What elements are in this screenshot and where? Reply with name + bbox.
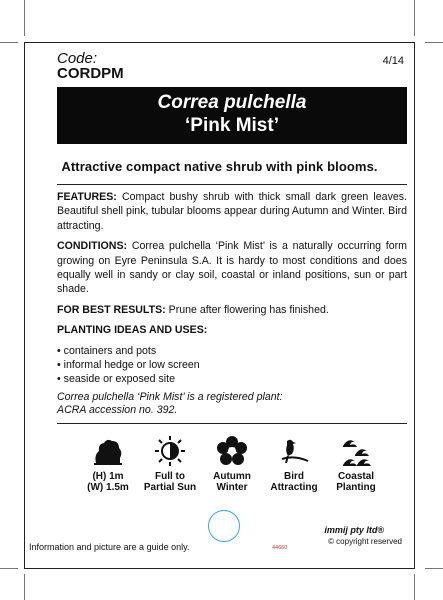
icon-label-line: Planting	[336, 482, 376, 493]
list-item: • informal hedge or low screen	[57, 358, 407, 372]
attribute-icons	[77, 435, 387, 495]
icon-label-line: (H) 1m	[92, 471, 124, 482]
tagline: Attractive compact native shrub with pink blooms.	[61, 159, 378, 174]
copyright-notice: © copyright reserved	[328, 537, 402, 546]
barcode-number: 44660	[272, 545, 288, 551]
crop-mark	[0, 42, 18, 43]
sun-icon	[154, 435, 186, 467]
icon-label-line: Attracting	[270, 482, 318, 493]
title-banner	[57, 87, 407, 144]
divider	[57, 184, 407, 185]
icon-label-line: Winter	[216, 482, 248, 493]
crop-mark	[0, 568, 18, 569]
icon-shrub-cell	[77, 435, 139, 493]
seal-circle	[208, 510, 240, 542]
icon-label-line: Partial Sun	[143, 482, 197, 493]
best-results-label: FOR BEST RESULTS:	[57, 303, 166, 316]
icon-label	[263, 471, 325, 493]
icon-label-line: Coastal	[337, 471, 375, 482]
crop-mark	[414, 574, 415, 600]
print-date: 4/14	[382, 55, 404, 67]
icon-bird-cell	[263, 435, 325, 493]
crop-mark	[425, 42, 443, 43]
icon-label-line: Full to	[155, 471, 185, 482]
conditions-paragraph	[57, 239, 407, 297]
waves-icon	[340, 435, 372, 467]
botanical-name: Correa pulchella	[157, 92, 307, 113]
icon-label	[325, 471, 387, 493]
conditions-label: CONDITIONS:	[57, 240, 128, 253]
seed-label-card	[24, 42, 415, 569]
best-results-paragraph	[57, 303, 407, 317]
icon-waves-cell	[325, 435, 387, 493]
list-item: • seaside or exposed site	[57, 372, 407, 386]
best-results-text: Prune after flowering has finished.	[165, 303, 329, 316]
crop-mark	[425, 568, 443, 569]
divider	[57, 423, 407, 424]
crop-mark	[24, 0, 25, 36]
product-code: CORDPM	[57, 65, 124, 82]
icon-label	[139, 471, 201, 493]
features-label: FEATURES:	[57, 191, 117, 203]
code-label: Code:	[57, 50, 98, 67]
features-paragraph	[57, 190, 407, 233]
registration-note	[57, 391, 407, 417]
shrub-icon	[92, 435, 124, 467]
icon-label-line: (W) 1.5m	[87, 482, 129, 493]
note-line: Correa pulchella ‘Pink Mist’ is a registered plant:	[57, 390, 283, 403]
icon-label	[77, 471, 139, 493]
note-line: ACRA accession no. 392.	[57, 403, 178, 416]
icon-flower-cell	[201, 435, 263, 493]
list-item: • containers and pots	[57, 344, 407, 358]
icon-label	[201, 471, 263, 493]
icon-label-line: Bird	[284, 471, 304, 482]
planting-list	[57, 344, 407, 387]
crop-mark	[24, 574, 25, 600]
description-body	[57, 190, 407, 417]
icon-sun-cell	[139, 435, 201, 493]
features-text: Compact bushy shrub with thick small dark green leaves. Beautiful shell pink, tubular blooms appear during Autumn and Winter. Bird attracting.	[57, 191, 407, 232]
brand-name: immij pty ltd®	[324, 525, 384, 535]
crop-mark	[414, 0, 415, 36]
flower-icon	[216, 435, 248, 467]
conditions-text: Correa pulchella ‘Pink Mist’ is a naturally occurring form growing on Eyre Peninsula S.A. It is hardy to most conditions and does equally well in sandy or clay soil, coastal or inland positions, sun or part shade.	[57, 240, 407, 296]
planting-heading: PLANTING IDEAS AND USES:	[57, 324, 208, 337]
bird-icon	[278, 435, 310, 467]
cultivar-name: ‘Pink Mist’	[185, 115, 279, 136]
icon-label-line: Autumn	[213, 471, 251, 482]
disclaimer: Information and picture are a guide only.	[29, 542, 190, 552]
